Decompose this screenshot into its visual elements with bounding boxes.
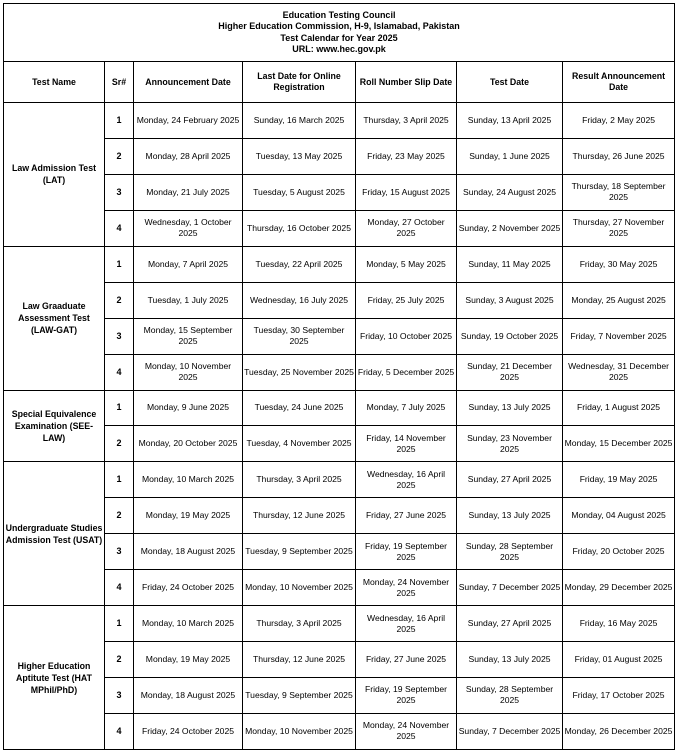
table-row [4,570,675,606]
roll-slip-date-cell: Friday, 15 August 2025 [356,174,457,210]
registration-last-date-cell: Thursday, 3 April 2025 [243,462,356,498]
col-header-announcement: Announcement Date [134,62,243,103]
table-row [4,210,675,246]
registration-last-date-cell: Monday, 10 November 2025 [243,713,356,749]
test-date-cell: Sunday, 23 November 2025 [457,426,563,462]
registration-last-date-cell: Tuesday, 24 June 2025 [243,390,356,426]
registration-last-date-cell: Thursday, 12 June 2025 [243,642,356,678]
col-header-sr: Sr# [105,62,134,103]
result-date-cell: Thursday, 27 November 2025 [563,210,675,246]
announcement-date-cell: Monday, 19 May 2025 [134,498,243,534]
roll-slip-date-cell: Friday, 19 September 2025 [356,534,457,570]
serial-number-cell: 1 [105,246,134,282]
test-date-cell: Sunday, 13 July 2025 [457,642,563,678]
registration-last-date-cell: Thursday, 3 April 2025 [243,606,356,642]
result-date-cell: Thursday, 18 September 2025 [563,174,675,210]
roll-slip-date-cell: Friday, 5 December 2025 [356,354,457,390]
announcement-date-cell: Monday, 10 November 2025 [134,354,243,390]
serial-number-cell: 2 [105,426,134,462]
announcement-date-cell: Monday, 9 June 2025 [134,390,243,426]
announcement-date-cell: Friday, 24 October 2025 [134,570,243,606]
commission-address: Higher Education Commission, H-9, Islamabad, Pakistan [218,21,460,31]
test-name-cell: Undergraduate Studies Admission Test (USAT) [4,462,105,606]
result-date-cell: Friday, 19 May 2025 [563,462,675,498]
serial-number-cell: 2 [105,642,134,678]
registration-last-date-cell: Tuesday, 30 September 2025 [243,318,356,354]
test-calendar-table [3,3,675,750]
council-name: Education Testing Council [282,9,396,20]
result-date-cell: Friday, 17 October 2025 [563,678,675,714]
serial-number-cell: 1 [105,606,134,642]
result-date-cell: Thursday, 26 June 2025 [563,138,675,174]
roll-slip-date-cell: Monday, 24 November 2025 [356,713,457,749]
table-row [4,246,675,282]
test-date-cell: Sunday, 13 July 2025 [457,498,563,534]
serial-number-cell: 4 [105,210,134,246]
test-date-cell: Sunday, 28 September 2025 [457,534,563,570]
result-date-cell: Friday, 16 May 2025 [563,606,675,642]
serial-number-cell: 3 [105,534,134,570]
result-date-cell: Monday, 26 December 2025 [563,713,675,749]
roll-slip-date-cell: Monday, 7 July 2025 [356,390,457,426]
col-header-test-name: Test Name [4,62,105,103]
announcement-date-cell: Friday, 24 October 2025 [134,713,243,749]
table-row [4,462,675,498]
table-row [4,642,675,678]
website-url: URL: www.hec.gov.pk [292,44,386,54]
test-date-cell: Sunday, 24 August 2025 [457,174,563,210]
result-date-cell: Friday, 2 May 2025 [563,103,675,139]
roll-slip-date-cell: Friday, 19 September 2025 [356,678,457,714]
test-name-cell: Law Admission Test (LAT) [4,103,105,247]
result-date-cell: Friday, 30 May 2025 [563,246,675,282]
table-row [4,498,675,534]
serial-number-cell: 3 [105,318,134,354]
table-row [4,138,675,174]
test-date-cell: Sunday, 13 July 2025 [457,390,563,426]
roll-slip-date-cell: Friday, 10 October 2025 [356,318,457,354]
announcement-date-cell: Monday, 21 July 2025 [134,174,243,210]
table-row [4,174,675,210]
col-header-test-date: Test Date [457,62,563,103]
announcement-date-cell: Monday, 24 February 2025 [134,103,243,139]
roll-slip-date-cell: Wednesday, 16 April 2025 [356,462,457,498]
title-row [4,4,675,62]
announcement-date-cell: Monday, 15 September 2025 [134,318,243,354]
result-date-cell: Friday, 01 August 2025 [563,642,675,678]
test-date-cell: Sunday, 13 April 2025 [457,103,563,139]
result-date-cell: Friday, 1 August 2025 [563,390,675,426]
table-row [4,534,675,570]
test-date-cell: Sunday, 1 June 2025 [457,138,563,174]
roll-slip-date-cell: Friday, 27 June 2025 [356,498,457,534]
col-header-result: Result Announcement Date [563,62,675,103]
announcement-date-cell: Monday, 19 May 2025 [134,642,243,678]
table-row [4,426,675,462]
registration-last-date-cell: Thursday, 16 October 2025 [243,210,356,246]
registration-last-date-cell: Tuesday, 13 May 2025 [243,138,356,174]
announcement-date-cell: Monday, 28 April 2025 [134,138,243,174]
registration-last-date-cell: Tuesday, 9 September 2025 [243,534,356,570]
test-date-cell: Sunday, 7 December 2025 [457,713,563,749]
test-name-cell: Law Graaduate Assessment Test (LAW-GAT) [4,246,105,390]
test-date-cell: Sunday, 21 December 2025 [457,354,563,390]
serial-number-cell: 4 [105,354,134,390]
roll-slip-date-cell: Monday, 27 October 2025 [356,210,457,246]
registration-last-date-cell: Thursday, 12 June 2025 [243,498,356,534]
result-date-cell: Wednesday, 31 December 2025 [563,354,675,390]
serial-number-cell: 2 [105,138,134,174]
registration-last-date-cell: Sunday, 16 March 2025 [243,103,356,139]
registration-last-date-cell: Wednesday, 16 July 2025 [243,282,356,318]
table-row [4,282,675,318]
test-name-cell: Special Equivalence Examination (SEE-LAW) [4,390,105,462]
result-date-cell: Monday, 04 August 2025 [563,498,675,534]
col-header-roll-slip: Roll Number Slip Date [356,62,457,103]
serial-number-cell: 4 [105,570,134,606]
test-date-cell: Sunday, 27 April 2025 [457,462,563,498]
announcement-date-cell: Monday, 18 August 2025 [134,678,243,714]
test-date-cell: Sunday, 3 August 2025 [457,282,563,318]
test-date-cell: Sunday, 2 November 2025 [457,210,563,246]
table-row [4,678,675,714]
registration-last-date-cell: Tuesday, 25 November 2025 [243,354,356,390]
roll-slip-date-cell: Friday, 25 July 2025 [356,282,457,318]
document-title-block [4,4,675,62]
registration-last-date-cell: Tuesday, 4 November 2025 [243,426,356,462]
roll-slip-date-cell: Thursday, 3 April 2025 [356,103,457,139]
roll-slip-date-cell: Friday, 27 June 2025 [356,642,457,678]
result-date-cell: Monday, 25 August 2025 [563,282,675,318]
table-row [4,606,675,642]
table-row [4,713,675,749]
registration-last-date-cell: Tuesday, 9 September 2025 [243,678,356,714]
serial-number-cell: 1 [105,103,134,139]
test-name-cell: Higher Education Aptitute Test (HAT MPhil/PhD) [4,606,105,750]
column-header-row [4,62,675,103]
roll-slip-date-cell: Monday, 24 November 2025 [356,570,457,606]
result-date-cell: Friday, 7 November 2025 [563,318,675,354]
registration-last-date-cell: Tuesday, 5 August 2025 [243,174,356,210]
test-date-cell: Sunday, 28 September 2025 [457,678,563,714]
roll-slip-date-cell: Wednesday, 16 April 2025 [356,606,457,642]
roll-slip-date-cell: Friday, 14 November 2025 [356,426,457,462]
registration-last-date-cell: Monday, 10 November 2025 [243,570,356,606]
serial-number-cell: 2 [105,282,134,318]
table-row [4,103,675,139]
serial-number-cell: 1 [105,462,134,498]
test-date-cell: Sunday, 7 December 2025 [457,570,563,606]
announcement-date-cell: Monday, 18 August 2025 [134,534,243,570]
announcement-date-cell: Monday, 7 April 2025 [134,246,243,282]
registration-last-date-cell: Tuesday, 22 April 2025 [243,246,356,282]
test-date-cell: Sunday, 11 May 2025 [457,246,563,282]
test-date-cell: Sunday, 27 April 2025 [457,606,563,642]
result-date-cell: Monday, 29 December 2025 [563,570,675,606]
serial-number-cell: 1 [105,390,134,426]
table-row [4,390,675,426]
col-header-last-date: Last Date for Online Registration [243,62,356,103]
result-date-cell: Friday, 20 October 2025 [563,534,675,570]
announcement-date-cell: Monday, 10 March 2025 [134,462,243,498]
table-row [4,318,675,354]
announcement-date-cell: Monday, 20 October 2025 [134,426,243,462]
announcement-date-cell: Tuesday, 1 July 2025 [134,282,243,318]
serial-number-cell: 3 [105,678,134,714]
serial-number-cell: 4 [105,713,134,749]
result-date-cell: Monday, 15 December 2025 [563,426,675,462]
table-row [4,354,675,390]
announcement-date-cell: Wednesday, 1 October 2025 [134,210,243,246]
serial-number-cell: 3 [105,174,134,210]
announcement-date-cell: Monday, 10 March 2025 [134,606,243,642]
serial-number-cell: 2 [105,498,134,534]
calendar-body [4,103,675,750]
calendar-title: Test Calendar for Year 2025 [280,32,398,43]
roll-slip-date-cell: Monday, 5 May 2025 [356,246,457,282]
roll-slip-date-cell: Friday, 23 May 2025 [356,138,457,174]
test-date-cell: Sunday, 19 October 2025 [457,318,563,354]
